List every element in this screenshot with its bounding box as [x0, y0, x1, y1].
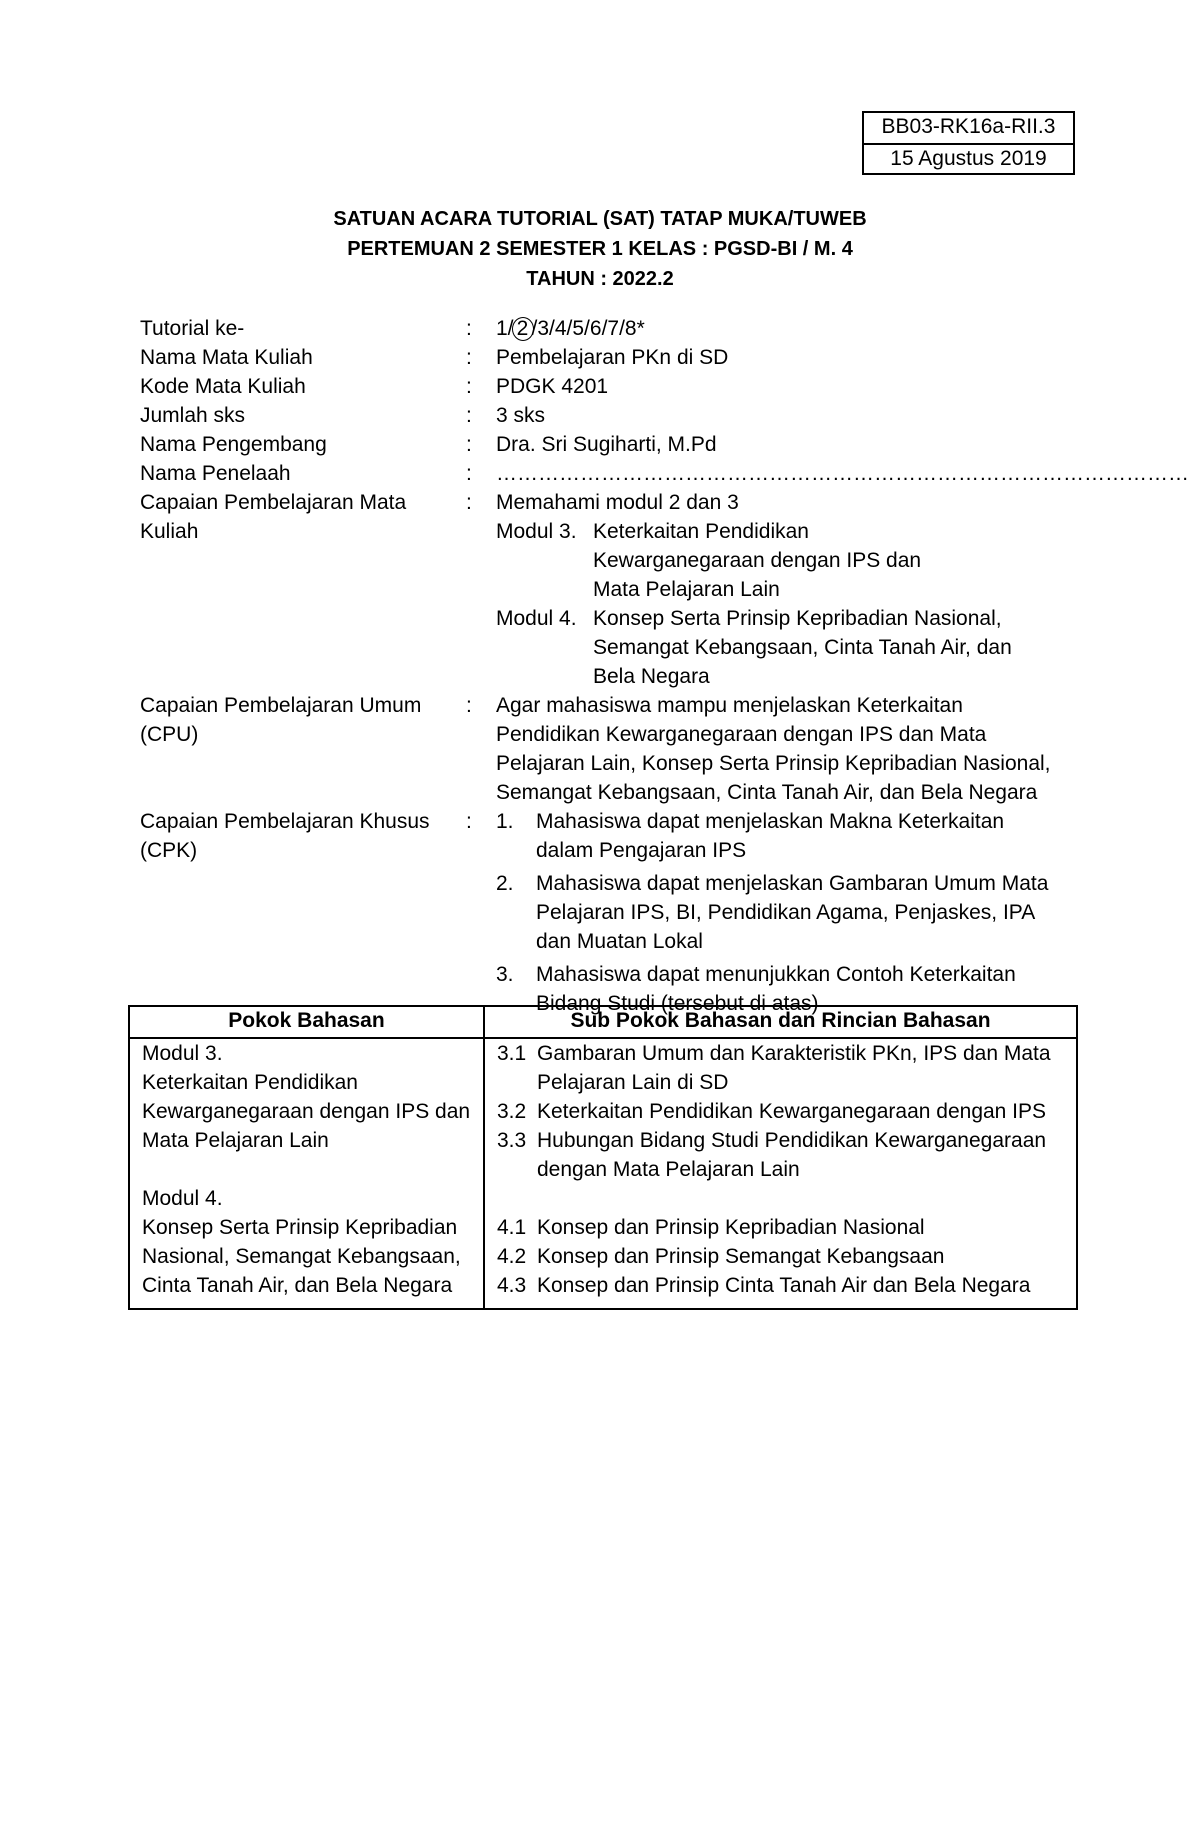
- module-tag: Modul 4.: [496, 607, 577, 630]
- info-row-pengembang: [140, 430, 1080, 459]
- sub-text: Konsep dan Prinsip Cinta Tanah Air dan Bela Negara: [537, 1274, 1031, 1297]
- cpmk-value: [496, 488, 1080, 691]
- colon: :: [466, 462, 472, 485]
- cpk-text: Mahasiswa dapat menjelaskan Gambaran Umum Mata Pelajaran IPS, BI, Pendidikan Agama, Penjaskes, IPA dan Muatan Lokal: [536, 872, 1049, 953]
- info-row-cpu: [140, 691, 1080, 807]
- sub-item: [497, 1242, 1066, 1271]
- sub-item: [497, 1213, 1066, 1242]
- document-code-box: [862, 111, 1075, 175]
- info-label: Kode Mata Kuliah: [140, 375, 306, 398]
- sub-item: [497, 1097, 1066, 1126]
- info-row-sks: [140, 401, 1080, 430]
- sub-item: [497, 1039, 1066, 1097]
- document-date: 15 Agustus 2019: [864, 143, 1073, 173]
- module-desc: Konsep Serta Prinsip Kepribadian Nasional, Semangat Kebangsaan, Cinta Tanah Air, dan Bela Negara: [142, 1216, 461, 1297]
- colon: :: [466, 491, 472, 514]
- cpmk-module: [496, 604, 1080, 691]
- sub-text: Gambaran Umum dan Karakteristik PKn, IPS dan Mata Pelajaran Lain di SD: [537, 1042, 1051, 1094]
- info-value: 3 sks: [496, 404, 546, 427]
- module-block: [142, 1184, 473, 1300]
- sub-text: Konsep dan Prinsip Semangat Kebangsaan: [537, 1245, 945, 1268]
- table-header: Pokok Bahasan: [129, 1006, 484, 1038]
- info-row-cpmk: [140, 488, 1080, 691]
- sub-number: 4.2: [497, 1245, 527, 1268]
- pokok-bahasan-cell: [129, 1038, 484, 1309]
- info-row-nama-mk: [140, 343, 1080, 372]
- module-block: [142, 1039, 473, 1155]
- table-header: Sub Pokok Bahasan dan Rincian Bahasan: [484, 1006, 1077, 1038]
- info-value: PDGK 4201: [496, 375, 609, 398]
- info-label: Nama Penelaah: [140, 462, 291, 485]
- module-text: Konsep Serta Prinsip Kepribadian Nasional, Semangat Kebangsaan, Cinta Tanah Air, dan Bela Negara: [593, 607, 1012, 688]
- title-line: TAHUN : 2022.2: [526, 268, 674, 290]
- table-row: [129, 1038, 1077, 1309]
- info-row-penelaah: [140, 459, 1189, 488]
- title-line: PERTEMUAN 2 SEMESTER 1 KELAS : PGSD-BI / M. 4: [347, 238, 853, 260]
- cpk-number: 3.: [496, 963, 514, 986]
- sub-number: 4.3: [497, 1274, 527, 1297]
- info-label: Capaian Pembelajaran Mata Kuliah: [140, 491, 407, 543]
- tutorial-post: /3/4/5/6/7/8*: [531, 317, 645, 340]
- topics-table: [128, 1005, 1078, 1310]
- cpk-number: 2.: [496, 872, 514, 895]
- info-label: Nama Mata Kuliah: [140, 346, 313, 369]
- cpk-list: [496, 807, 1080, 1018]
- sub-item: [497, 1126, 1066, 1184]
- info-label: Tutorial ke-: [140, 317, 245, 340]
- tutorial-sequence: [496, 314, 1080, 343]
- info-label: Capaian Pembelajaran Umum (CPU): [140, 694, 422, 746]
- sub-number: 3.1: [497, 1042, 527, 1065]
- info-row-tutorial: [140, 314, 1080, 343]
- sub-text: Hubungan Bidang Studi Pendidikan Kewarganegaraan dengan Mata Pelajaran Lain: [537, 1129, 1047, 1181]
- document-code: BB03-RK16a-RII.3: [881, 115, 1056, 138]
- module-title: Modul 3.: [142, 1042, 223, 1065]
- colon: :: [466, 404, 472, 427]
- info-value: Pembelajaran PKn di SD: [496, 346, 729, 369]
- colon: :: [466, 810, 472, 833]
- colon: :: [466, 433, 472, 456]
- info-value-placeholder: ………………………………………………………………………………………: [496, 462, 1189, 485]
- info-value: Dra. Sri Sugiharti, M.Pd: [496, 433, 717, 456]
- tutorial-pre: 1/: [496, 317, 514, 340]
- cpk-item: [496, 807, 1080, 865]
- module-desc: Keterkaitan Pendidikan Kewarganegaraan dengan IPS dan Mata Pelajaran Lain: [142, 1071, 471, 1152]
- sub-item: [497, 1271, 1066, 1300]
- course-info: [140, 314, 1189, 1018]
- colon: :: [466, 375, 472, 398]
- cpmk-module: [496, 517, 1080, 604]
- cpk-text: Mahasiswa dapat menunjukkan Contoh Keterkaitan Bidang Studi (tersebut di atas): [536, 963, 1016, 1015]
- cpmk-intro: Memahami modul 2 dan 3: [496, 491, 739, 514]
- colon: :: [466, 694, 472, 717]
- table-header-row: [129, 1006, 1077, 1038]
- info-label: Capaian Pembelajaran Khusus (CPK): [140, 810, 430, 862]
- colon: :: [466, 317, 472, 340]
- module-text: Keterkaitan Pendidikan Kewarganegaraan dengan IPS dan Mata Pelajaran Lain: [593, 520, 922, 601]
- info-row-kode-mk: [140, 372, 1080, 401]
- document-title: [0, 204, 1200, 294]
- info-row-cpk: [140, 807, 1080, 1018]
- title-line: SATUAN ACARA TUTORIAL (SAT) TATAP MUKA/TUWEB: [333, 208, 867, 230]
- circled-tutorial-number: 2: [512, 317, 534, 341]
- sub-block: [497, 1213, 1066, 1300]
- module-tag: Modul 3.: [496, 520, 577, 543]
- module-title: Modul 4.: [142, 1187, 223, 1210]
- sub-text: Keterkaitan Pendidikan Kewarganegaraan dengan IPS: [537, 1100, 1047, 1123]
- info-value: Agar mahasiswa mampu menjelaskan Keterkaitan Pendidikan Kewarganegaraan dengan IPS dan Mata Pelajaran Lain, Konsep Serta Prinsip Kepribadian Nasional, Semangat Kebangsaan, Cinta Tanah Air, dan Bela Negara: [496, 694, 1051, 804]
- sub-number: 3.2: [497, 1100, 527, 1123]
- sub-pokok-bahasan-cell: [484, 1038, 1077, 1309]
- info-label: Nama Pengembang: [140, 433, 327, 456]
- info-label: Jumlah sks: [140, 404, 246, 427]
- cpk-text: Mahasiswa dapat menjelaskan Makna Keterkaitan dalam Pengajaran IPS: [536, 810, 1005, 862]
- cpk-number: 1.: [496, 810, 514, 833]
- sub-number: 3.3: [497, 1129, 527, 1152]
- colon: :: [466, 346, 472, 369]
- cpk-item: [496, 869, 1080, 956]
- sub-text: Konsep dan Prinsip Kepribadian Nasional: [537, 1216, 925, 1239]
- sub-number: 4.1: [497, 1216, 527, 1239]
- sub-block: [497, 1039, 1066, 1184]
